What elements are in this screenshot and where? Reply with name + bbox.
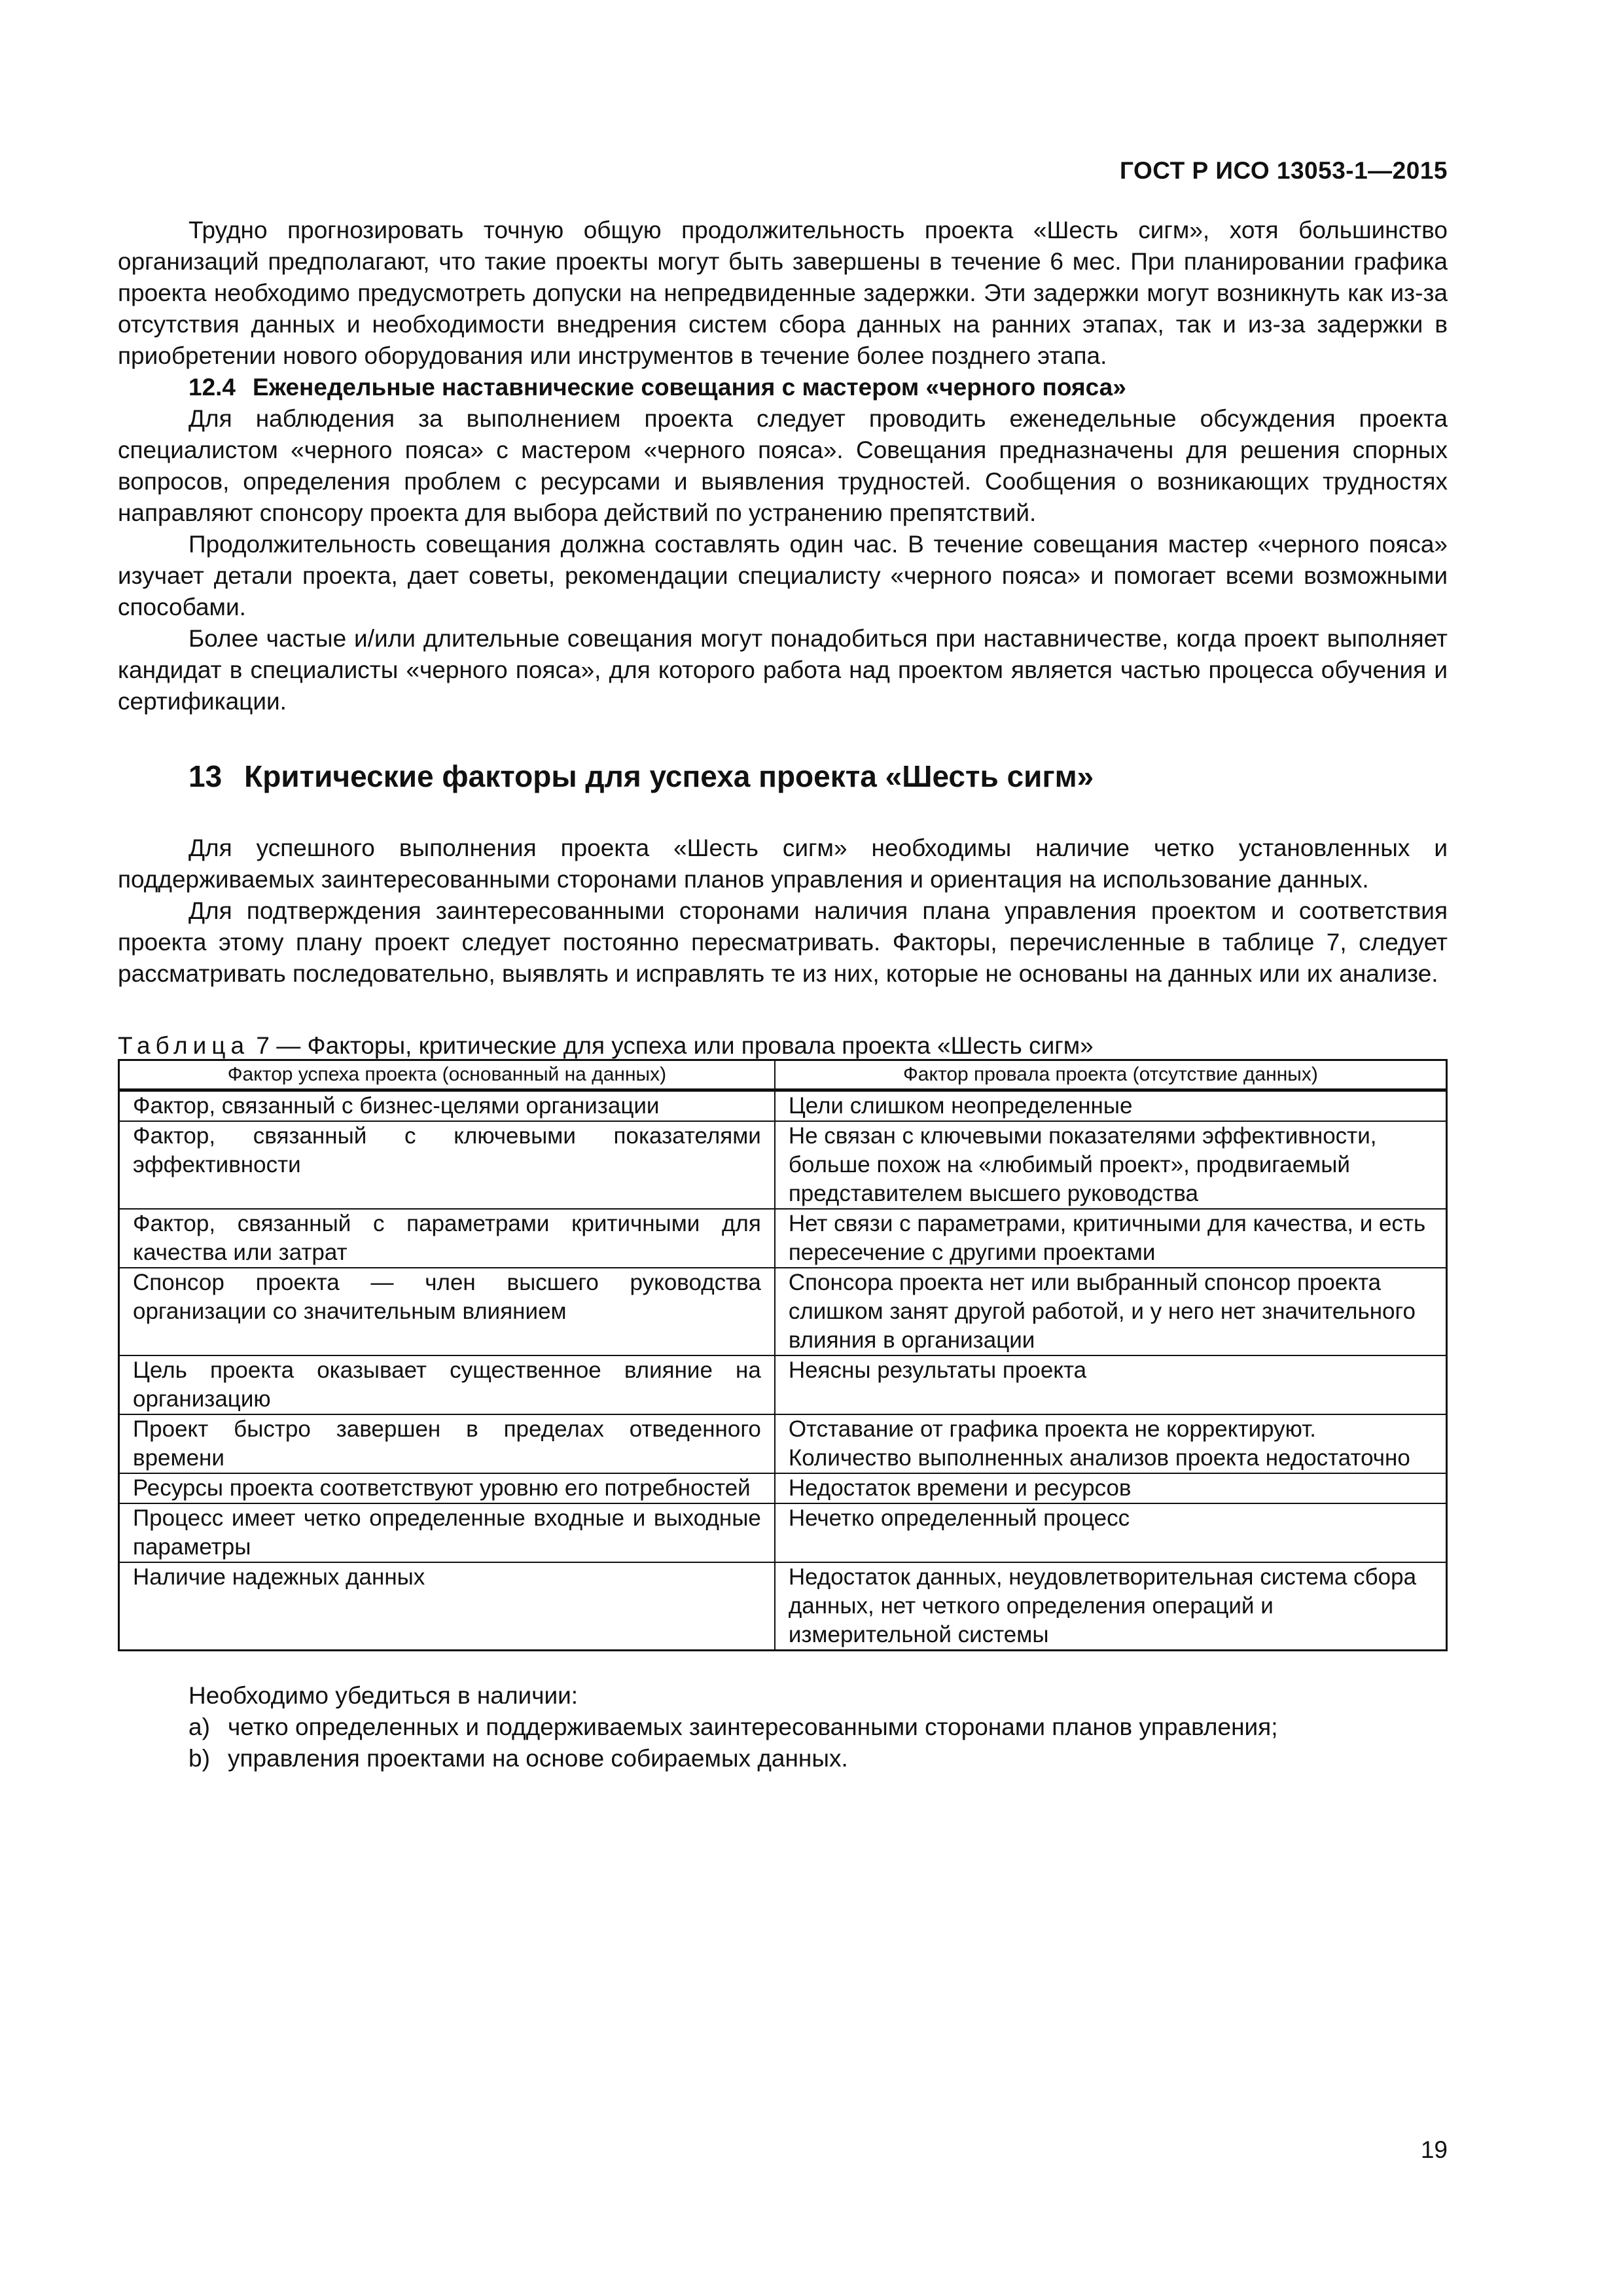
success-factor-cell: Спонсор проекта — член высшего руководства организации со значительным влиянием xyxy=(119,1268,775,1355)
failure-factor-cell: Не связан с ключевыми показателями эффективности, больше похож на «любимый проект», продвигаемый представителем высшего руководства xyxy=(775,1121,1447,1209)
section-paragraph: Для подтверждения заинтересованными сторонами наличия плана управления проектом и соответствия проекта этому плану проект следует постоянно пересматривать. Факторы, перечисленные в таблице 7, следует рассматривать последовательно, выявлять и исправлять те из них, которые не основаны на данных или их анализе. xyxy=(118,897,1448,987)
table-row xyxy=(119,1209,1447,1268)
table-caption-word: Таблица xyxy=(118,1032,250,1059)
table-caption-text: 7 — Факторы, критические для успеха или провала проекта «Шесть сигм» xyxy=(249,1032,1094,1059)
success-factor-cell: Фактор, связанный с бизнес-целями организации xyxy=(119,1090,775,1122)
table-row xyxy=(119,1503,1447,1562)
failure-factor-cell: Отставание от графика проекта не корректируют. Количество выполненных анализов проекта недостаточно xyxy=(775,1414,1447,1473)
page-number: 19 xyxy=(1420,2136,1448,2163)
list-item xyxy=(118,1743,1448,1774)
table-row xyxy=(119,1562,1447,1651)
subsection-paragraph: Более частые и/или длительные совещания могут понадобиться при наставничестве, когда проект выполняет кандидат в специалисты «черного пояса», для которого работа над проектом является частью процесса обучения и сертификации. xyxy=(118,625,1448,715)
failure-factor-cell: Спонсора проекта нет или выбранный спонсор проекта слишком занят другой работой, и у него нет значительного влияния в организации xyxy=(775,1268,1447,1355)
success-factor-cell: Фактор, связанный с параметрами критичными для качества или затрат xyxy=(119,1209,775,1268)
success-factor-cell: Наличие надежных данных xyxy=(119,1562,775,1651)
section-title: Критические факторы для успеха проекта «Шесть сигм» xyxy=(244,759,1094,793)
table-header-row xyxy=(119,1060,1447,1090)
section-paragraph: Для успешного выполнения проекта «Шесть сигм» необходимы наличие четко установленных и поддерживаемых заинтересованными сторонами планов управления и ориентация на использование данных. xyxy=(118,834,1448,893)
list-item xyxy=(118,1712,1448,1743)
table-caption xyxy=(118,1033,1448,1059)
success-factor-cell: Проект быстро завершен в пределах отведенного времени xyxy=(119,1414,775,1473)
failure-factor-cell: Нечетко определенный процесс xyxy=(775,1503,1447,1562)
subsection-number: 12.4 xyxy=(188,374,236,401)
subsection-paragraph: Продолжительность совещания должна составлять один час. В течение совещания мастер «черного пояса» изучает детали проекта, дает советы, рекомендации специалисту «черного пояса» и помогает всеми возможными способами. xyxy=(118,531,1448,620)
page-content xyxy=(118,215,1448,1774)
subsection-title: Еженедельные наставнические совещания с мастером «черного пояса» xyxy=(253,374,1126,401)
list-marker: a) xyxy=(188,1713,210,1740)
table-row xyxy=(119,1268,1447,1355)
failure-factor-cell: Нет связи с параметрами, критичными для качества, и есть пересечение с другими проектами xyxy=(775,1209,1447,1268)
success-factor-cell: Цель проекта оказывает существенное влияние на организацию xyxy=(119,1355,775,1414)
failure-factor-cell: Недостаток времени и ресурсов xyxy=(775,1473,1447,1503)
column-header-success: Фактор успеха проекта (основанный на данных) xyxy=(119,1060,775,1090)
list-item-text: четко определенных и поддерживаемых заинтересованными сторонами планов управления; xyxy=(228,1713,1278,1740)
success-factor-cell: Процесс имеет четко определенные входные и выходные параметры xyxy=(119,1503,775,1562)
column-header-failure: Фактор провала проекта (отсутствие данных) xyxy=(775,1060,1447,1090)
success-factor-cell: Ресурсы проекта соответствуют уровню его потребностей xyxy=(119,1473,775,1503)
success-factor-cell: Фактор, связанный с ключевыми показателями эффективности xyxy=(119,1121,775,1209)
section-heading xyxy=(118,757,1448,796)
table-row xyxy=(119,1355,1447,1414)
factors-table xyxy=(118,1059,1448,1651)
list-item-text: управления проектами на основе собираемых данных. xyxy=(228,1745,848,1772)
table-row xyxy=(119,1414,1447,1473)
standard-header: ГОСТ Р ИСО 13053-1—2015 xyxy=(1120,157,1448,184)
intro-paragraph: Трудно прогнозировать точную общую продолжительность проекта «Шесть сигм», хотя большинство организаций предполагают, что такие проекты могут быть завершены в течение 6 мес. При планировании графика проекта необходимо предусмотреть допуски на непредвиденные задержки. Эти задержки могут возникнуть как из-за отсутствия данных и необходимости внедрения систем сбора данных на ранних этапах, так и из-за задержки в приобретении нового оборудования или инструментов в течение более позднего этапа. xyxy=(118,217,1448,369)
list-marker: b) xyxy=(188,1745,210,1772)
section-number: 13 xyxy=(188,759,223,793)
failure-factor-cell: Недостаток данных, неудовлетворительная система сбора данных, нет четкого определения операций и измерительной системы xyxy=(775,1562,1447,1651)
table-row xyxy=(119,1090,1447,1122)
subsection-heading xyxy=(118,372,1448,403)
failure-factor-cell: Неясны результаты проекта xyxy=(775,1355,1447,1414)
closing-block xyxy=(118,1680,1448,1774)
failure-factor-cell: Цели слишком неопределенные xyxy=(775,1090,1447,1122)
table-row xyxy=(119,1121,1447,1209)
table-row xyxy=(119,1473,1447,1503)
closing-intro: Необходимо убедиться в наличии: xyxy=(188,1682,579,1709)
subsection-paragraph: Для наблюдения за выполнением проекта следует проводить еженедельные обсуждения проекта специалистом «черного пояса» с мастером «черного пояса». Совещания предназначены для решения спорных вопросов, определения проблем с ресурсами и выявления трудностей. Сообщения о возникающих трудностях направляют спонсору проекта для выбора действий по устранению препятствий. xyxy=(118,405,1448,526)
